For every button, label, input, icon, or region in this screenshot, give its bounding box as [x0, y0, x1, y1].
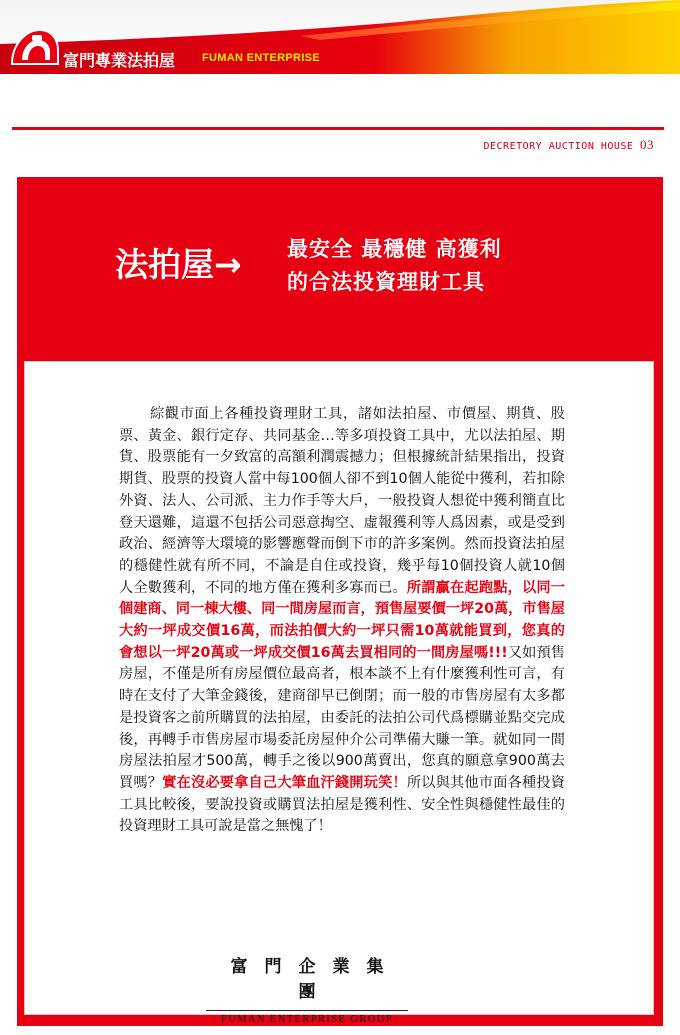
house-label [483, 137, 654, 153]
house-label-text: DECRETORY AUCTION HOUSE [483, 141, 634, 152]
fuman-logo-icon [8, 26, 60, 66]
article-highlight-warning: 實在沒必要拿自己大筆血汗錢開玩笑！ [162, 774, 407, 791]
hero-title: 法拍屋→ [115, 245, 242, 284]
article-paragraph-intro: 綜觀市面上各種投資理財工具，諸如法拍屋、市價屋、期貨、股票、黃金、銀行定存、共同基金…等多項投資工具中，尤以法拍屋、期貨、股票能有一夕致富的高額利潤震撼力；但根據統計結果指出，投資期貨、股票的投資人當中每100個人卻不到10個人能從中獲利，若扣除外資、法人、公司派、主力作手等大戶，一般投資人想從中獲利簡直比登天還難，這還不包括公司惡意掏空、虛報獲利等人爲因素，或是受到政治、經濟等大環境的影響應聲而倒下市的許多案例。然而投資法拍屋的穩健性就有所不同，不論是自住或投資，幾乎每10個投資人就10個人全數獲利，不同的地方僅在獲利多寡而已。 [119, 406, 565, 596]
article-paragraph-conclusion: 所以與其他市面各種投資工具比較後，要說投資或購買法拍屋是獲利性、安全性與穩健性最佳的投資理財工具可說是當之無愧了！ [119, 774, 565, 835]
company-signature [202, 952, 412, 1025]
signature-chinese: 富門企業集團 [230, 957, 401, 1002]
header-banner [0, 0, 680, 74]
article-highlight-price-comparison: 所謂贏在起跑點，以同一個建商、同一棟大樓、同一間房屋而言，預售屋要價一坪20萬，市售屋大約一坪成交價16萬，而法拍價大約一坪只需10萬就能買到，您真的會想以一坪20萬或一坪成交價16萬去買相同的一間房屋嗎!!! [119, 579, 565, 661]
hero-tagline-line-1: 最安全 最穩健 高獲利 [287, 237, 502, 261]
signature-english: FUMAN ENTERPRISE GROUP [221, 1014, 393, 1025]
hero-tagline [287, 233, 502, 299]
brand-name-english: FUMAN ENTERPRISE [202, 52, 320, 64]
hero-tagline-line-2: 的合法投資理財工具 [287, 270, 485, 294]
brand-name-chinese: 富門專業法拍屋 [63, 51, 176, 70]
signature-divider [206, 1010, 408, 1011]
header-divider [12, 127, 664, 130]
article-body [119, 404, 565, 838]
article-paragraph-presale: 又如預售房屋，不僅是所有房屋價位最高者，根本談不上有什麼獲利性可言，有時在支付了大筆金錢後，建商卻早已倒閉；而一般的市售房屋有太多都是投資客之前所購買的法拍屋，由委託的法拍公司代爲標購並點交完成後，再轉手市售房屋市場委託房屋仲介公司準備大賺一筆。就如同一間房屋法拍屋才500萬，轉手之後以900萬賣出，您真的願意拿900萬去買嗎？ [119, 644, 565, 791]
page-number: 03 [640, 137, 654, 152]
